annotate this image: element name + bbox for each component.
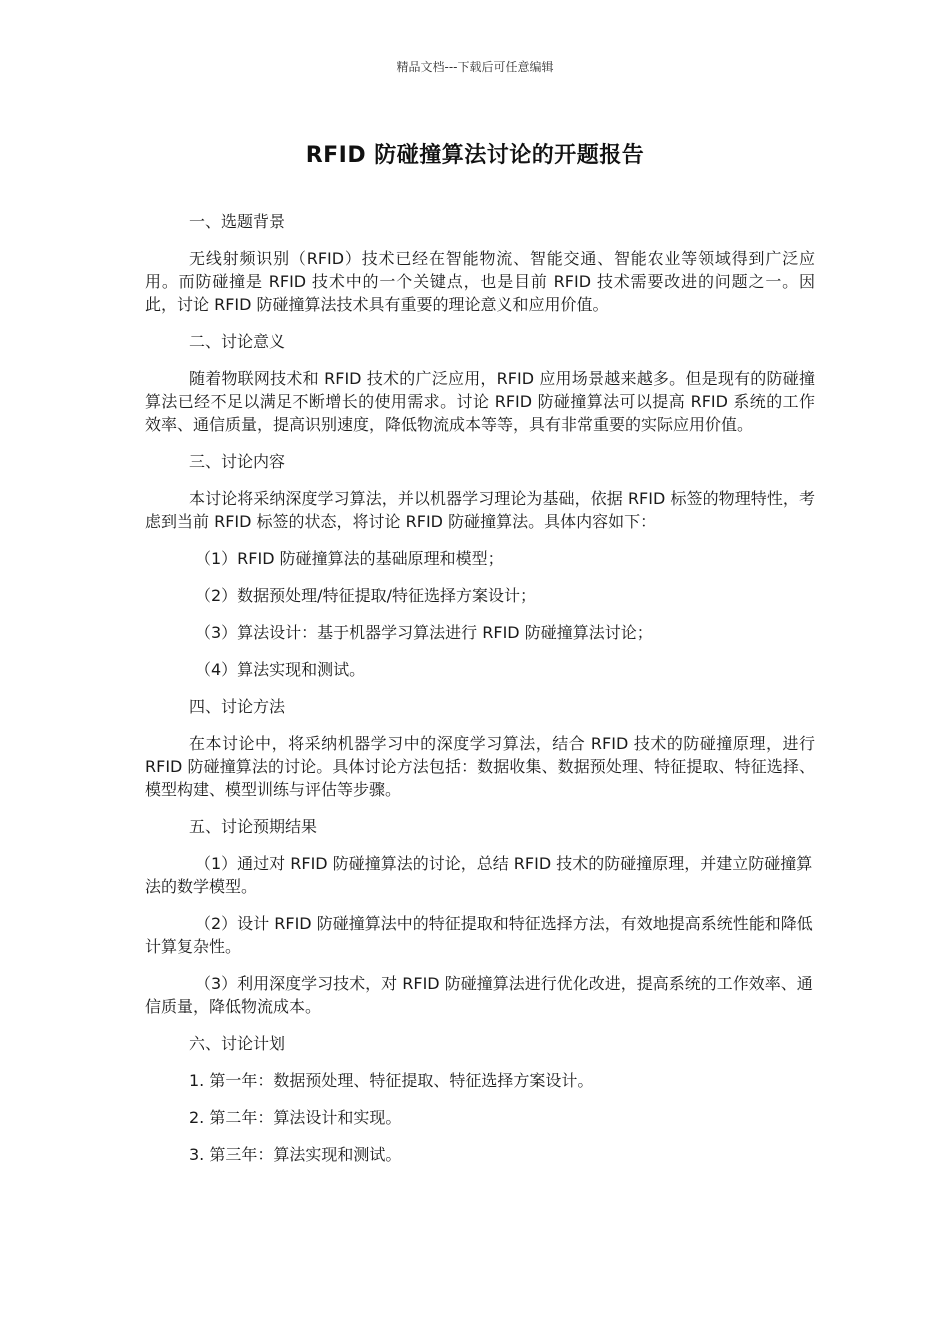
section-heading-plan: 六、讨论计划: [189, 1034, 286, 1053]
plan-list-item: 2. 第二年：算法设计和实现。: [189, 1108, 402, 1127]
section-heading-significance: 二、讨论意义: [189, 332, 286, 351]
plan-list-item: 1. 第一年：数据预处理、特征提取、特征选择方案设计。: [189, 1071, 594, 1090]
content-list-item: （3）算法设计：基于机器学习算法进行 RFID 防碰撞算法讨论；: [195, 623, 653, 642]
expected-result-item: （3）利用深度学习技术，对 RFID 防碰撞算法进行优化改进，提高系统的工作效率、通信质量，降低物流成本。: [145, 974, 813, 1016]
section-heading-background: 一、选题背景: [189, 212, 286, 231]
section-heading-content: 三、讨论内容: [189, 452, 286, 471]
document-body: [145, 210, 815, 1180]
paragraph-content: 本讨论将采纳深度学习算法，并以机器学习理论为基础，依据 RFID 标签的物理特性，考虑到当前 RFID 标签的状态，将讨论 RFID 防碰撞算法。具体内容如下：: [145, 489, 815, 531]
content-list-item: （1）RFID 防碰撞算法的基础原理和模型；: [195, 549, 504, 568]
content-list-item: （4）算法实现和测试。: [195, 660, 366, 679]
paragraph-significance: 随着物联网技术和 RFID 技术的广泛应用，RFID 应用场景越来越多。但是现有的防碰撞算法已经不足以满足不断增长的使用需求。讨论 RFID 防碰撞算法可以提高 RFID 系统的工作效率、通信质量，提高识别速度，降低物流成本等等，具有非常重要的实际应用价值。: [145, 369, 815, 434]
expected-result-item: （1）通过对 RFID 防碰撞算法的讨论，总结 RFID 技术的防碰撞原理，并建立防碰撞算法的数学模型。: [145, 854, 813, 896]
document-title: RFID 防碰撞算法讨论的开题报告: [305, 143, 645, 168]
section-heading-method: 四、讨论方法: [189, 697, 286, 716]
paragraph-background: 无线射频识别（RFID）技术已经在智能物流、智能交通、智能农业等领域得到广泛应用。而防碰撞是 RFID 技术中的一个关键点，也是目前 RFID 技术需要改进的问题之一。因此，讨论 RFID 防碰撞算法技术具有重要的理论意义和应用价值。: [145, 249, 815, 314]
page-header-note: 精品文档---下载后可任意编辑: [396, 60, 554, 74]
section-heading-expected-results: 五、讨论预期结果: [189, 817, 318, 836]
paragraph-method: 在本讨论中，将采纳机器学习中的深度学习算法，结合 RFID 技术的防碰撞原理，进行 RFID 防碰撞算法的讨论。具体讨论方法包括：数据收集、数据预处理、特征提取、特征选择、模型构建、模型训练与评估等步骤。: [145, 734, 815, 799]
expected-result-item: （2）设计 RFID 防碰撞算法中的特征提取和特征选择方法，有效地提高系统性能和降低计算复杂性。: [145, 914, 813, 956]
content-list-item: （2）数据预处理/特征提取/特征选择方案设计；: [195, 586, 536, 605]
plan-list-item: 3. 第三年：算法实现和测试。: [189, 1145, 402, 1164]
